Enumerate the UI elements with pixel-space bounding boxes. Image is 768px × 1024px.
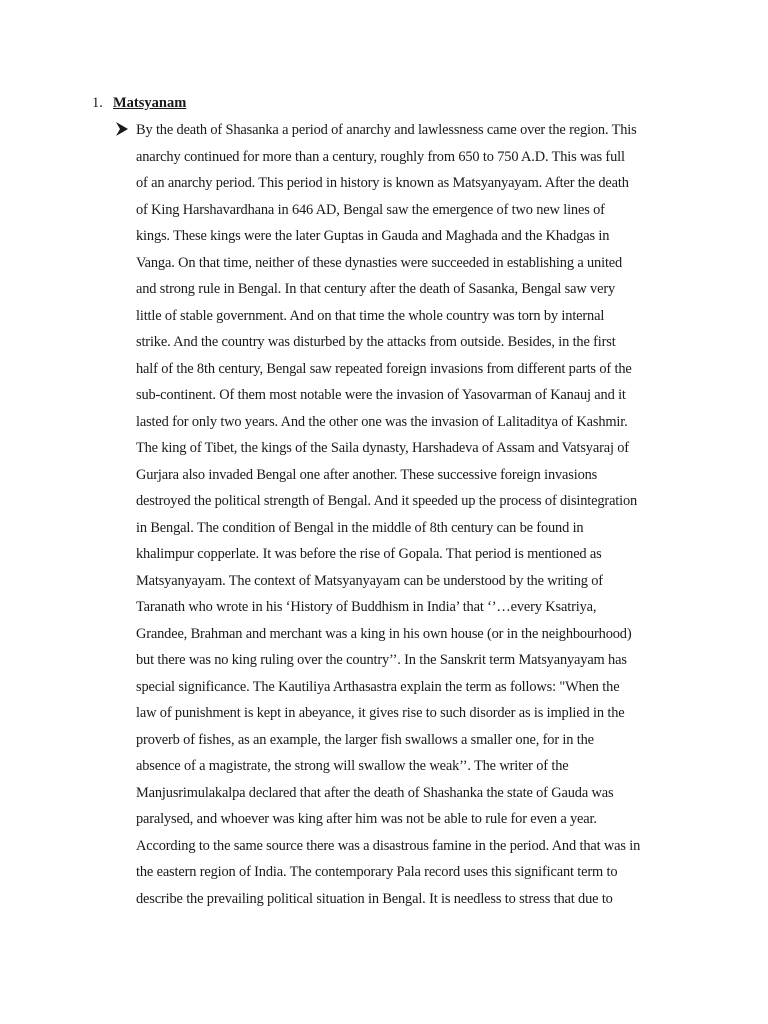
paragraph-line: half of the 8th century, Bengal saw repeated foreign invasions from different parts of the xyxy=(136,360,632,377)
paragraph-line: By the death of Shasanka a period of anarchy and lawlessness came over the region. This xyxy=(136,122,637,138)
paragraph-line: in Bengal. The condition of Bengal in the middle of 8th century can be found in xyxy=(136,519,584,536)
paragraph-line: The king of Tibet, the kings of the Saila dynasty, Harshadeva of Assam and Vatsyaraj of xyxy=(136,440,629,456)
paragraph-line: anarchy continued for more than a century, roughly from 650 to 750 A.D. This was full xyxy=(136,148,625,165)
paragraph-line: destroyed the political strength of Bengal. And it speeded up the process of disintegration xyxy=(136,493,638,509)
paragraph-line: of King Harshavardhana in 646 AD, Bengal saw the emergence of two new lines of xyxy=(136,201,605,218)
paragraph-line: Taranath who wrote in his ‘History of Buddhism in India’ that ‘’…every Ksatriya, xyxy=(136,599,597,615)
paragraph-line: paralysed, and whoever was king after him was not be able to rule for even a year. xyxy=(136,811,597,827)
paragraph-line: special significance. The Kautiliya Arthasastra explain the term as follows: "When the xyxy=(136,678,620,695)
paragraph-line: Manjusrimulakalpa declared that after the death of Shashanka the state of Gauda was xyxy=(136,784,614,801)
paragraph-line: and strong rule in Bengal. In that century after the death of Sasanka, Bengal saw very xyxy=(136,281,616,297)
paragraph-line: Vanga. On that time, neither of these dynasties were succeeded in establishing a united xyxy=(136,254,623,271)
paragraph-line: the eastern region of India. The contemporary Pala record uses this significant term to xyxy=(136,864,618,880)
paragraph-line: kings. These kings were the later Guptas in Gauda and Maghada and the Khadgas in xyxy=(136,228,610,244)
paragraph-line: of an anarchy period. This period in history is known as Matsyanyayam. After the death xyxy=(136,175,629,191)
body-paragraph xyxy=(136,117,656,912)
paragraph-line: law of punishment is kept in abeyance, it gives rise to such disorder as is implied in the xyxy=(136,705,625,721)
arrow-bullet-icon xyxy=(115,121,129,137)
paragraph-line: absence of a magistrate, the strong will swallow the weak’’. The writer of the xyxy=(136,758,569,774)
paragraph-line: strike. And the country was disturbed by the attacks from outside. Besides, in the first xyxy=(136,334,616,350)
paragraph-line: khalimpur copperlate. It was before the rise of Gopala. That period is mentioned as xyxy=(136,546,602,562)
paragraph-line: proverb of fishes, as an example, the larger fish swallows a smaller one, for in the xyxy=(136,731,594,748)
section-heading xyxy=(92,93,186,113)
paragraph-line: Gurjara also invaded Bengal one after another. These successive foreign invasions xyxy=(136,466,598,483)
paragraph-line: sub-continent. Of them most notable were the invasion of Yasovarman of Kanauj and it xyxy=(136,387,626,403)
paragraph-line: describe the prevailing political situation in Bengal. It is needless to stress that due to xyxy=(136,890,613,907)
paragraph-line: According to the same source there was a disastrous famine in the period. And that was in xyxy=(136,837,641,854)
section-number: 1. xyxy=(92,95,103,111)
section-title: Matsyanam xyxy=(113,95,187,111)
paragraph-line: little of stable government. And on that time the whole country was torn by internal xyxy=(136,307,605,324)
paragraph-line: but there was no king ruling over the country’’. In the Sanskrit term Matsyanyayam has xyxy=(136,652,627,668)
paragraph-line: Grandee, Brahman and merchant was a king in his own house (or in the neighbourhood) xyxy=(136,625,632,642)
paragraph-line: lasted for only two years. And the other one was the invasion of Lalitaditya of Kashmir. xyxy=(136,413,628,430)
paragraph-line: Matsyanyayam. The context of Matsyanyayam can be understood by the writing of xyxy=(136,572,603,589)
